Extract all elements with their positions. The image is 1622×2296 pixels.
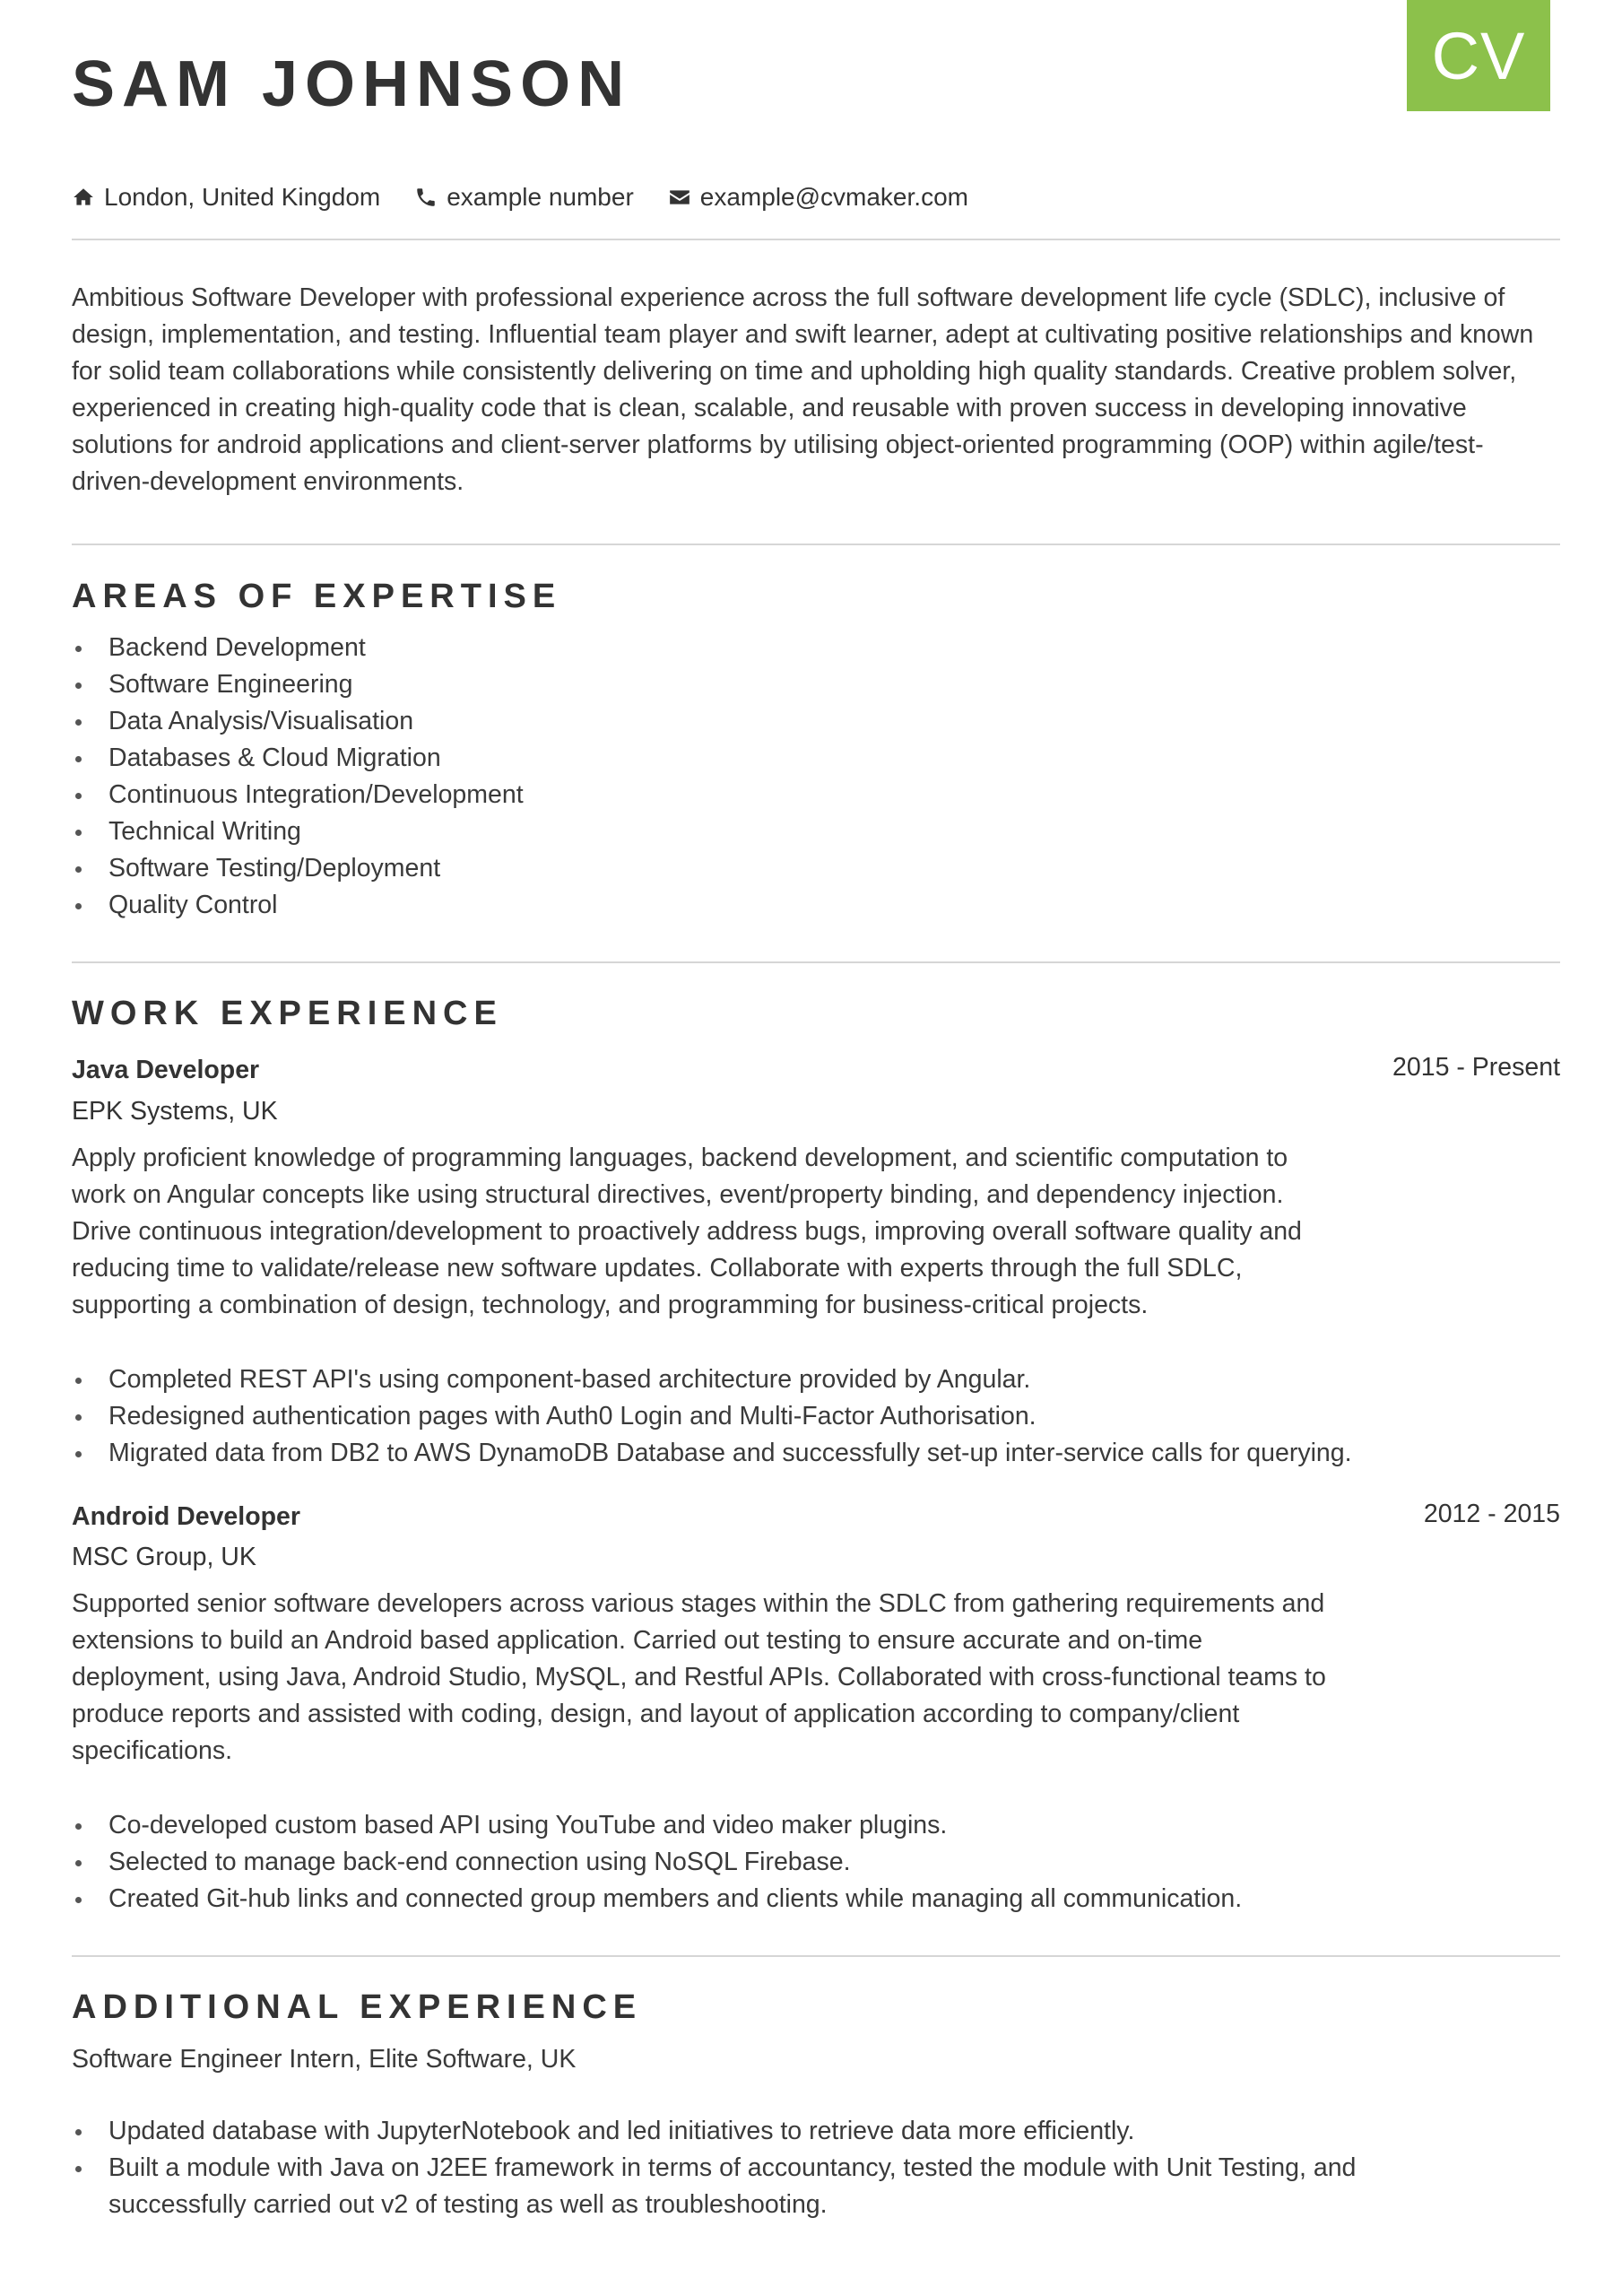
phone-icon [414, 186, 438, 209]
job-achievements [72, 1361, 1352, 1472]
job-title: Android Developer [72, 1502, 300, 1531]
divider [72, 1955, 1560, 1957]
contact-email [668, 183, 968, 212]
job-company: MSC Group, UK [72, 1543, 256, 1571]
job-company: EPK Systems, UK [72, 1097, 278, 1126]
job-dates: 2015 - Present [1392, 1053, 1560, 1082]
cv-badge-label: CV [1431, 18, 1526, 93]
list-item: Updated database with JupyterNotebook and led initiatives to retrieve data more efficiently. [108, 2113, 1364, 2150]
list-item: Data Analysis/Visualisation [108, 703, 524, 740]
list-item: Built a module with Java on J2EE framework in terms of accountancy, tested the module with Unit Testing, and successfully carried out v2 of testing as well as troubleshooting. [108, 2150, 1364, 2223]
phone-text: example number [447, 183, 634, 211]
divider [72, 239, 1560, 240]
job-description: Apply proficient knowledge of programming languages, backend development, and scientific computation to work on Angular concepts like using structural directives, event/property binding, and dependency injection. Drive continuous integration/development to proactively address bugs, improving overall software quality and reducing time to validate/release new software updates. Collaborate with experts through the full SDLC, supporting a combination of design, technology, and programming for business-critical projects. [72, 1144, 1302, 1319]
divider [72, 544, 1560, 545]
contact-location [72, 183, 380, 212]
list-item: Software Testing/Deployment [108, 850, 524, 887]
job-dates: 2012 - 2015 [1423, 1500, 1560, 1528]
list-item: Co-developed custom based API using YouTube and video maker plugins. [108, 1807, 1242, 1844]
list-item: Technical Writing [108, 813, 524, 850]
list-item: Databases & Cloud Migration [108, 740, 524, 777]
additional-achievements [72, 2113, 1364, 2223]
list-item: Completed REST API's using component-based architecture provided by Angular. [108, 1361, 1352, 1398]
section-title-additional: ADDITIONAL EXPERIENCE [72, 1988, 643, 2026]
email-text: example@cvmaker.com [699, 183, 968, 211]
job-title: Java Developer [72, 1056, 260, 1084]
location-text: London, United Kingdom [104, 183, 381, 211]
list-item: Continuous Integration/Development [108, 777, 524, 813]
cv-badge [1407, 0, 1550, 111]
contact-bar [72, 183, 1002, 212]
candidate-name: SAM JOHNSON [72, 48, 632, 120]
list-item: Software Engineering [108, 666, 524, 703]
mail-icon [668, 186, 691, 209]
section-title-expertise: AREAS OF EXPERTISE [72, 578, 562, 615]
list-item: Selected to manage back-end connection using NoSQL Firebase. [108, 1844, 1242, 1881]
professional-summary: Ambitious Software Developer with professional experience across the full software development life cycle (SDLC), inclusive of design, implementation, and testing. Influential team player and swift learner, adept at cultivating positive relationships and known for solid team collaborations while consistently delivering on time and upholding high quality standards. Creative problem solver, experienced in creating high-quality code that is clean, scalable, and reusable with proven success in developing innovative solutions for android applications and client-server platforms by utilising object-oriented programming (OOP) within agile/test-driven-development environments. [72, 283, 1534, 496]
contact-phone [414, 183, 634, 212]
expertise-list [72, 630, 524, 924]
list-item: Quality Control [108, 887, 524, 924]
job-description: Supported senior software developers across various stages within the SDLC from gathering requirements and extensions to build an Android based application. Carried out testing to ensure accurate and on-time deployment, using Java, Android Studio, MySQL, and Restful APIs. Collaborated with cross-functional teams to produce reports and assisted with coding, design, and layout of application according to company/client specifications. [72, 1589, 1326, 1765]
list-item: Redesigned authentication pages with Auth0 Login and Multi-Factor Authorisation. [108, 1398, 1352, 1435]
home-icon [72, 186, 95, 209]
divider [72, 961, 1560, 963]
list-item: Migrated data from DB2 to AWS DynamoDB Database and successfully set-up inter-service calls for querying. [108, 1435, 1352, 1472]
list-item: Backend Development [108, 630, 524, 666]
additional-role: Software Engineer Intern, Elite Software, UK [72, 2045, 577, 2074]
job-achievements [72, 1807, 1242, 1918]
section-title-work: WORK EXPERIENCE [72, 995, 503, 1032]
list-item: Created Git-hub links and connected group members and clients while managing all communication. [108, 1881, 1242, 1918]
